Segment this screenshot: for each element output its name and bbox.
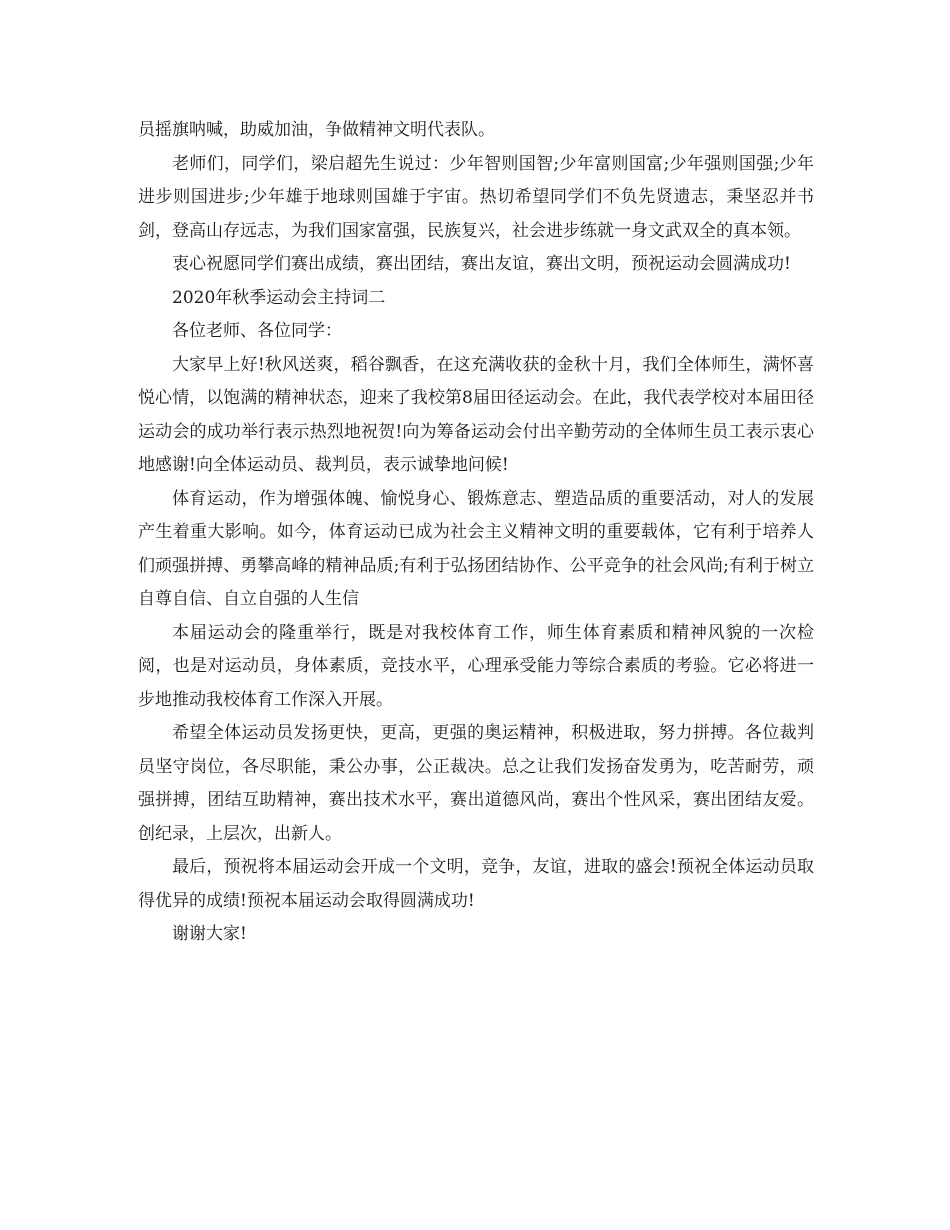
paragraph: 大家早上好!秋风送爽，稻谷飘香，在这充满收获的金秋十月，我们全体师生，满怀喜悦心情，以饱满的精神状态，迎来了我校第8届田径运动会。在此，我代表学校对本届田径运动会的成功举行表示热烈地祝贺!向为筹备运动会付出辛勤劳动的全体师生员工表示衷心地感谢!向全体运动员、裁判员，表示诚挚地问候! bbox=[138, 354, 814, 475]
document-body bbox=[138, 114, 814, 952]
closing-line: 谢谢大家! bbox=[172, 924, 247, 944]
paragraph: 衷心祝愿同学们赛出成绩，赛出团结，赛出友谊，赛出文明，预祝运动会圆满成功! bbox=[172, 254, 791, 274]
paragraph: 员摇旗呐喊，助威加油，争做精神文明代表队。 bbox=[138, 120, 495, 140]
paragraph: 最后，预祝将本届运动会开成一个文明，竞争，友谊，进取的盛会!预祝全体运动员取得优异的成绩!预祝本届运动会取得圆满成功! bbox=[138, 857, 814, 911]
paragraph: 本届运动会的隆重举行，既是对我校体育工作，师生体育素质和精神风貌的一次检阅，也是对运动员，身体素质，竞技水平，心理承受能力等综合素质的考验。它必将进一步地推动我校体育工作深入开展。 bbox=[138, 622, 814, 710]
paragraph: 希望全体运动员发扬更快，更高，更强的奥运精神，积极进取，努力拼搏。各位裁判员坚守岗位，各尽职能，秉公办事，公正裁决。总之让我们发扬奋发勇为，吃苦耐劳，顽强拼搏，团结互助精神，赛出技术水平，赛出道德风尚，赛出个性风采，赛出团结友爱。创纪录，上层次，出新人。 bbox=[138, 723, 814, 844]
paragraph: 体育运动，作为增强体魄、愉悦身心、锻炼意志、塑造品质的重要活动，对人的发展产生着重大影响。如今，体育运动已成为社会主义精神文明的重要载体，它有利于培养人们顽强拼搏、勇攀高峰的精神品质;有利于弘扬团结协作、公平竞争的社会风尚;有利于树立自尊自信、自立自强的人生信 bbox=[138, 488, 814, 609]
section-heading: 2020年秋季运动会主持词二 bbox=[172, 287, 386, 308]
salutation: 各位老师、各位同学： bbox=[172, 321, 342, 341]
paragraph: 老师们，同学们，梁启超先生说过：少年智则国智;少年富则国富;少年强则国强;少年进步则国进步;少年雄于地球则国雄于宇宙。热切希望同学们不负先贤遗志，秉坚忍并书剑，登高山存远志，为我们国家富强，民族复兴，社会进步练就一身文武双全的真本领。 bbox=[138, 153, 814, 241]
